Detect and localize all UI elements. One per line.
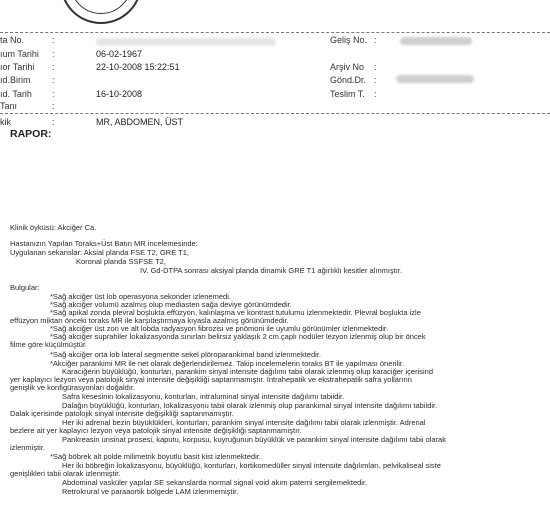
- field-label: ta No.: [0, 35, 25, 45]
- report-title: RAPOR:: [10, 128, 52, 140]
- report-line: izlenmiştir.: [10, 443, 46, 452]
- field-label: Gönd.Dr.: [330, 75, 367, 85]
- field-colon: :: [374, 35, 377, 45]
- seal-inner-ring: [70, 0, 132, 14]
- hospital-seal: [60, 0, 142, 24]
- report-line: Dalağın büyüklüğü, konturları, lokalizasyonu tabii olarak izlenmiş olup parankimal sinyal intensite dağılımı tabiidir.: [62, 401, 438, 410]
- field-label: ıd. Tarih: [0, 89, 32, 99]
- redacted-value: [396, 75, 474, 83]
- field-colon: :: [52, 49, 55, 59]
- sent-date-value: 16-10-2008: [96, 89, 143, 99]
- report-line: Uygulanan sekanslar: Aksial planda FSE T2, GRE T1,: [10, 248, 189, 257]
- report-line: Bulgular:: [10, 283, 40, 292]
- report-line: Pankreasin unsinat prosesi, kaputu, korpusu, kuyruğunun büyüklük ve parankim sinyal intensite dağılımı tabii olarak: [62, 435, 446, 444]
- report-line: *Akciğer parankimi MR ile net olarak değerlendirilemez. Takip incelemelerin toraks BT ile yapılması önerilir.: [50, 359, 405, 368]
- report-line: Koronal planda SSFSE T2,: [76, 257, 166, 266]
- header-bottom-divider: [0, 113, 550, 114]
- field-colon: :: [52, 101, 55, 111]
- field-colon: :: [374, 89, 377, 99]
- field-colon: :: [52, 35, 55, 45]
- report-line: Abdominal vasküler yapılar SE sekanslarda normal signal void akım paterni sergilemektedir.: [62, 478, 368, 487]
- report-line: *Sağ apikal zonda plevral boşlukta effüzyon, kalınlaşma ve kontrast tutulumu izlenmektedir. Plevral boşlukta izle: [50, 308, 421, 317]
- redacted-value: [400, 37, 472, 45]
- field-label: Teslim T.: [330, 89, 365, 99]
- report-line: *Sağ böbrek alt polde milimetrik boyutlu basit kist izlenmektedir.: [50, 452, 261, 461]
- report-line: yer kaplayıcı lezyon veya patolojik sinyal intensite değişikliği saptanmamıştır. İntrahepatik ve ekstrahepatik safra yollarınn: [10, 375, 412, 384]
- report-line: *Sağ akciğer orta lob lateral segmentte sekel plöroparankimal band izlenmektedir.: [50, 350, 321, 359]
- report-line: filme göre küçülmüştür.: [10, 340, 88, 349]
- field-colon: :: [52, 62, 55, 72]
- field-label: Tanı: [0, 101, 18, 111]
- report-line: *Sağ akciğer üst zon ve alt lobda radyasyon fibrozisi ve pnömoni ile uyumlu görünümler izlenmektedir.: [50, 324, 389, 333]
- report-line: Safra kesesinin lokalizasyonu, konturları, intraluminal sinyal intensite dağılımı tabiidir.: [62, 392, 345, 401]
- report-line: genişlikleri tabii olarak izlenmiştir.: [10, 469, 121, 478]
- field-label: Arşiv No: [330, 62, 365, 72]
- report-line: Retrokrural ve paraaortik bölgede LAM izlenmemiştir.: [62, 487, 239, 496]
- birth-date-value: 06-02-1967: [96, 49, 143, 59]
- report-line: IV. Gd-DTPA sonrası aksiyal planda dinamik GRE T1 ağırlıklı kesitler alınmıştır.: [140, 266, 403, 275]
- exam-value: MR, ABDOMEN, ÜST: [96, 117, 184, 127]
- header-top-divider: [0, 32, 550, 33]
- report-line: bezlere ait yer kaplayıcı lezyon veya patolojik sinyal intensite değişikliği saptanmamıştır.: [10, 426, 302, 435]
- report-line: *Sağ akciğer suprahiler lokalizasyonda sınırları belirsiz yaklaşık 2 cm.çaplı nodüler lezyon izlenmiş olup bir öncek: [50, 332, 426, 341]
- exam-label: kik: [0, 117, 11, 127]
- report-line: Karaciğerin büyüklüğü, konturları, parankim sinyal intensite dağılımı tabii olarak izlenmiş olup karaciğer içerisind: [62, 367, 434, 376]
- report-line: Her iki adrenal bezin büyüklükleri, konturları, parankim sinyal intensite dağılımı tabii olarak izlenmiştir. Adrenal: [62, 418, 426, 427]
- field-colon: :: [374, 62, 377, 72]
- redacted-patient-name: [96, 38, 276, 46]
- field-colon: :: [52, 75, 55, 85]
- field-label: ıum Tarihi: [0, 49, 39, 59]
- field-label: ıor Tarihi: [0, 62, 35, 72]
- field-colon: :: [52, 117, 55, 127]
- report-line: effüzyon miktarı önceki toraks MR ile karşılaştırmaya kıyasla azalmış görünümdedir.: [10, 316, 289, 325]
- field-colon: :: [374, 75, 377, 85]
- report-line: genişlik ve konfigürasyonları doğaldır.: [10, 383, 136, 392]
- report-line: Dalak içerisinde patolojik sinyal intensite değişikliği saptanmamıştır.: [10, 409, 234, 418]
- report-line: Klinik öyküsü: Akciğer Ca.: [10, 223, 97, 232]
- report-line: *Sağ akciğer üst lob operasyona sekonder izlenemedi.: [50, 292, 231, 301]
- field-label: Geliş No.: [330, 35, 368, 45]
- report-line: *Sağ akciğer volumü azalmış olup mediasten sağa deviye görünümdedir.: [50, 300, 292, 309]
- report-date-value: 22-10-2008 15:22:51: [96, 62, 180, 72]
- report-line: Hastanızın Yapılan Toraks+Üst Batın MR incelemesinde:: [10, 239, 198, 248]
- field-label: ıd.Birim: [0, 75, 31, 85]
- field-colon: :: [52, 89, 55, 99]
- report-line: Her iki böbreğin lokalizasyonu, büyüklüğü, konturları, kortikomedüller sinyal intensite dağılımları, pelvikaliseal siste: [62, 461, 441, 470]
